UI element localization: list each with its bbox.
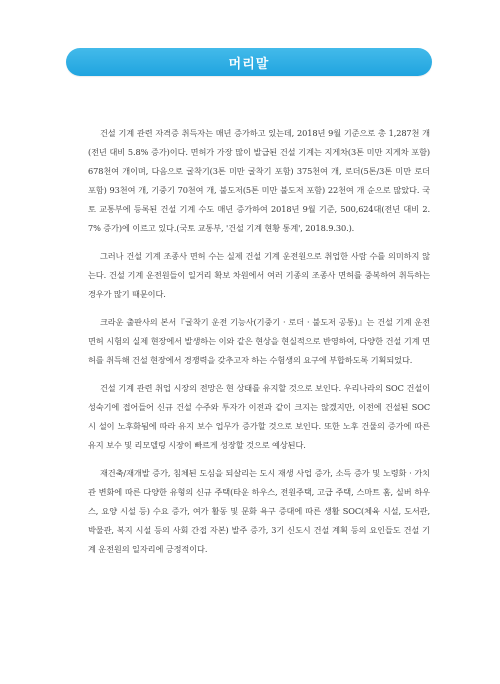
preface-body (88, 124, 430, 568)
title-banner (66, 48, 432, 76)
paragraph-5: 재건축/재개발 증가, 침체된 도심을 되살리는 도시 재생 사업 증가, 소득 증가 및 노령화 · 가치관 변화에 따른 다양한 유형의 신규 주택(타운 하우스, 전원주택, 고급 주택, 스마트 홈, 실버 하우스, 요양 시설 등) 수요 증가, 여가 활동 및 문화 욕구 증대에 따른 생활 SOC(체육 시설, 도서관, 박물관, 복지 시설 등의 사회 간접 자본) 발주 증가, 3기 신도시 건설 계획 등의 요인들도 건설 기계 운전원의 일자리에 긍정적이다. (88, 468, 430, 554)
paragraph-3: 크라운 출판사의 본서『굴착기 운전 기능사(기중기 · 로더 · 불도저 공통)』는 건설 기계 운전면허 시험의 실제 현장에서 발생하는 이와 같은 현상을 현실적으로 반영하여, 다양한 건설 기계 면허를 취득해 건설 현장에서 경쟁력을 갖추고자 하는 수험생의 요구에 부합하도록 기획되었다. (88, 317, 430, 365)
paragraph-1: 건설 기계 관련 자격증 취득자는 매년 증가하고 있는데, 2018년 9월 기준으로 총 1,287천 개(전년 대비 5.8% 증가)이다. 면허가 가장 많이 발급된 건설 기계는 지게차(3톤 미만 지게차 포함) 678천여 개이며, 다음으로 굴착기(3톤 미만 굴착기 포함) 375천여 개, 로더(5톤/3톤 미만 로더 포함) 93천여 개, 기중기 70천여 개, 불도저(5톤 미만 불도저 포함) 22천여 개 순으로 많았다. 국토 교통부에 등록된 건설 기계 수도 매년 증가하여 2018년 9월 기준, 500,624대(전년 대비 2.7% 증가)에 이르고 있다.(국토 교통부, '건설 기계 현황 통계', 2018.9.30.). (88, 128, 430, 233)
paragraph-4: 건설 기계 관련 취업 시장의 전망은 현 상태를 유지할 것으로 보인다. 우리나라의 SOC 건설이 성숙기에 접어들어 신규 건설 수주와 투자가 이전과 같이 크지는 않겠지만, 이전에 건설된 SOC 시 설이 노후화됨에 따라 유지 보수 업무가 증가할 것으로 보인다. 또한 노후 건물의 증가에 따른 유지 보수 및 리모델링 시장이 빠르게 성장할 것으로 예상된다. (88, 383, 430, 450)
paragraph-2: 그러나 건설 기계 조종사 면허 수는 실제 건설 기계 운전원으로 취업한 사람 수를 의미하지 않는다. 건설 기계 운전원들이 일거리 확보 차원에서 여러 기종의 조종사 면허를 중복하여 취득하는 경우가 많기 때문이다. (88, 251, 430, 299)
page-title: 머리말 (228, 56, 270, 72)
